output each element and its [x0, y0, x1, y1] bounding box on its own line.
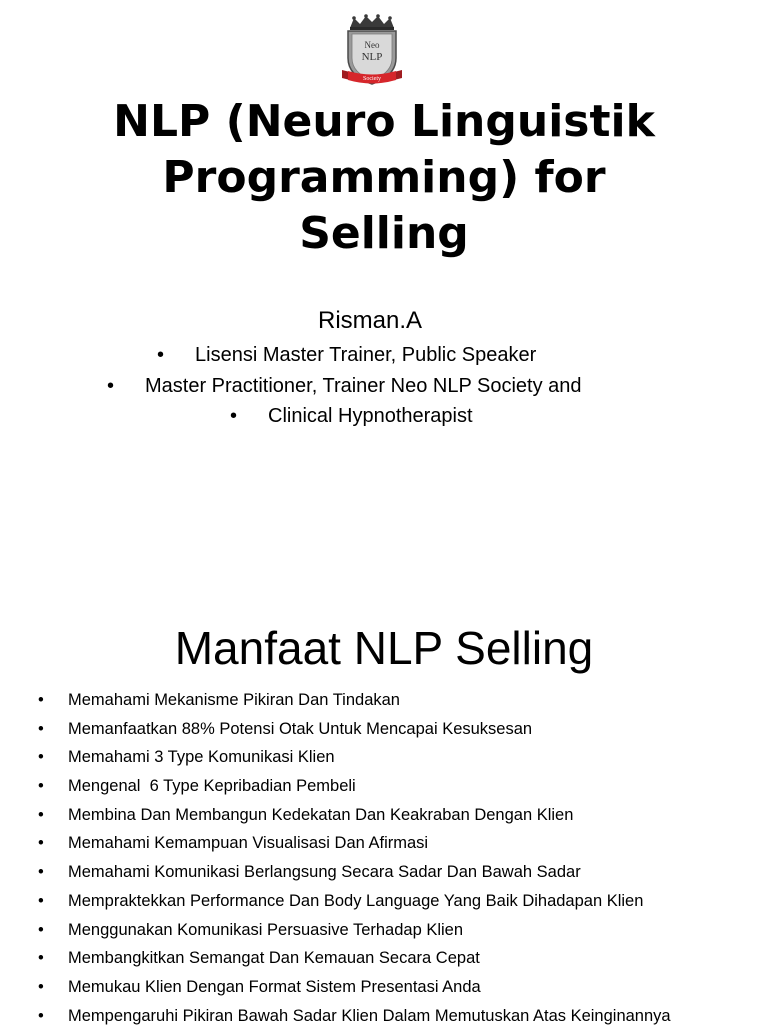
benefit-text: Membina Dan Membangun Kedekatan Dan Keakraban Dengan Klien: [68, 805, 574, 824]
logo-word-nlp: NLP: [361, 51, 383, 63]
bullet-glyph: •: [38, 777, 44, 796]
benefit-text: Menggunakan Komunikasi Persuasive Terhadap Klien: [68, 920, 464, 939]
bullet-glyph: •: [38, 920, 44, 939]
benefits-list: [0, 686, 768, 1030]
credential-item: [0, 340, 768, 371]
benefit-text: Memahami Mekanisme Pikiran Dan Tindakan: [68, 691, 400, 709]
title-line-3: Selling: [299, 208, 469, 259]
neo-nlp-society-logo: [340, 14, 404, 90]
credential-text: Lisensi Master Trainer, Public Speaker: [195, 344, 537, 366]
benefit-item: [0, 772, 768, 801]
benefit-item: [0, 973, 768, 1002]
credential-text: Clinical Hypnotherapist: [268, 405, 473, 427]
author-name: Risman.A: [317, 307, 423, 334]
slide-benefits: [0, 600, 768, 1024]
benefits-title: Manfaat NLP Selling: [174, 622, 594, 674]
bullet-glyph: •: [38, 805, 44, 824]
bullet-glyph: •: [38, 834, 44, 853]
bullet-glyph: •: [38, 949, 44, 968]
benefit-text: Memanfaatkan 88% Potensi Otak Untuk Mencapai Kesuksesan: [68, 719, 533, 738]
bullet-glyph: •: [38, 719, 44, 738]
bullet-glyph: •: [38, 891, 44, 910]
benefit-item: [0, 887, 768, 916]
benefit-item: [0, 715, 768, 744]
benefit-text: Memahami Komunikasi Berlangsung Secara Sadar Dan Bawah Sadar: [68, 863, 581, 882]
logo-ribbon-text: Society: [363, 76, 381, 82]
benefit-item: [0, 801, 768, 830]
benefit-text: Mengenal 6 Type Kepribadian Pembeli: [68, 777, 356, 796]
title-line-1: NLP (Neuro Linguistik: [113, 96, 655, 147]
benefit-text: Memukau Klien Dengan Format Sistem Presentasi Anda: [68, 977, 481, 996]
presentation-title: [0, 94, 768, 262]
benefit-item: [0, 916, 768, 945]
bullet-glyph: •: [107, 374, 115, 397]
benefit-text: Memahami Kemampuan Visualisasi Dan Afirmasi: [68, 834, 429, 853]
title-line-2: Programming) for: [162, 152, 606, 203]
bullet-glyph: •: [38, 863, 44, 882]
credential-item: [0, 371, 768, 402]
benefit-item: [0, 743, 768, 772]
benefit-text: Memahami 3 Type Komunikasi Klien: [68, 748, 335, 767]
credential-item: [0, 401, 768, 432]
credentials-list: [0, 340, 768, 432]
bullet-glyph: •: [230, 405, 238, 427]
bullet-glyph: •: [157, 344, 165, 366]
bullet-glyph: •: [38, 1006, 44, 1025]
bullet-glyph: •: [38, 691, 44, 709]
benefit-text: Mempengaruhi Pikiran Bawah Sadar Klien Dalam Memutuskan Atas Keinginannya: [68, 1006, 671, 1025]
bullet-glyph: •: [38, 748, 44, 767]
benefit-text: Membangkitkan Semangat Dan Kemauan Secara Cepat: [68, 949, 480, 968]
logo-word-neo: Neo: [364, 40, 380, 50]
benefit-item: [0, 686, 768, 715]
benefit-item: [0, 858, 768, 887]
benefit-item: [0, 829, 768, 858]
credential-text: Master Practitioner, Trainer Neo NLP Society and: [145, 374, 582, 397]
benefit-item: [0, 944, 768, 973]
benefit-item: [0, 1002, 768, 1030]
benefit-text: Mempraktekkan Performance Dan Body Language Yang Baik Dihadapan Klien: [68, 891, 644, 910]
bullet-glyph: •: [38, 977, 44, 996]
